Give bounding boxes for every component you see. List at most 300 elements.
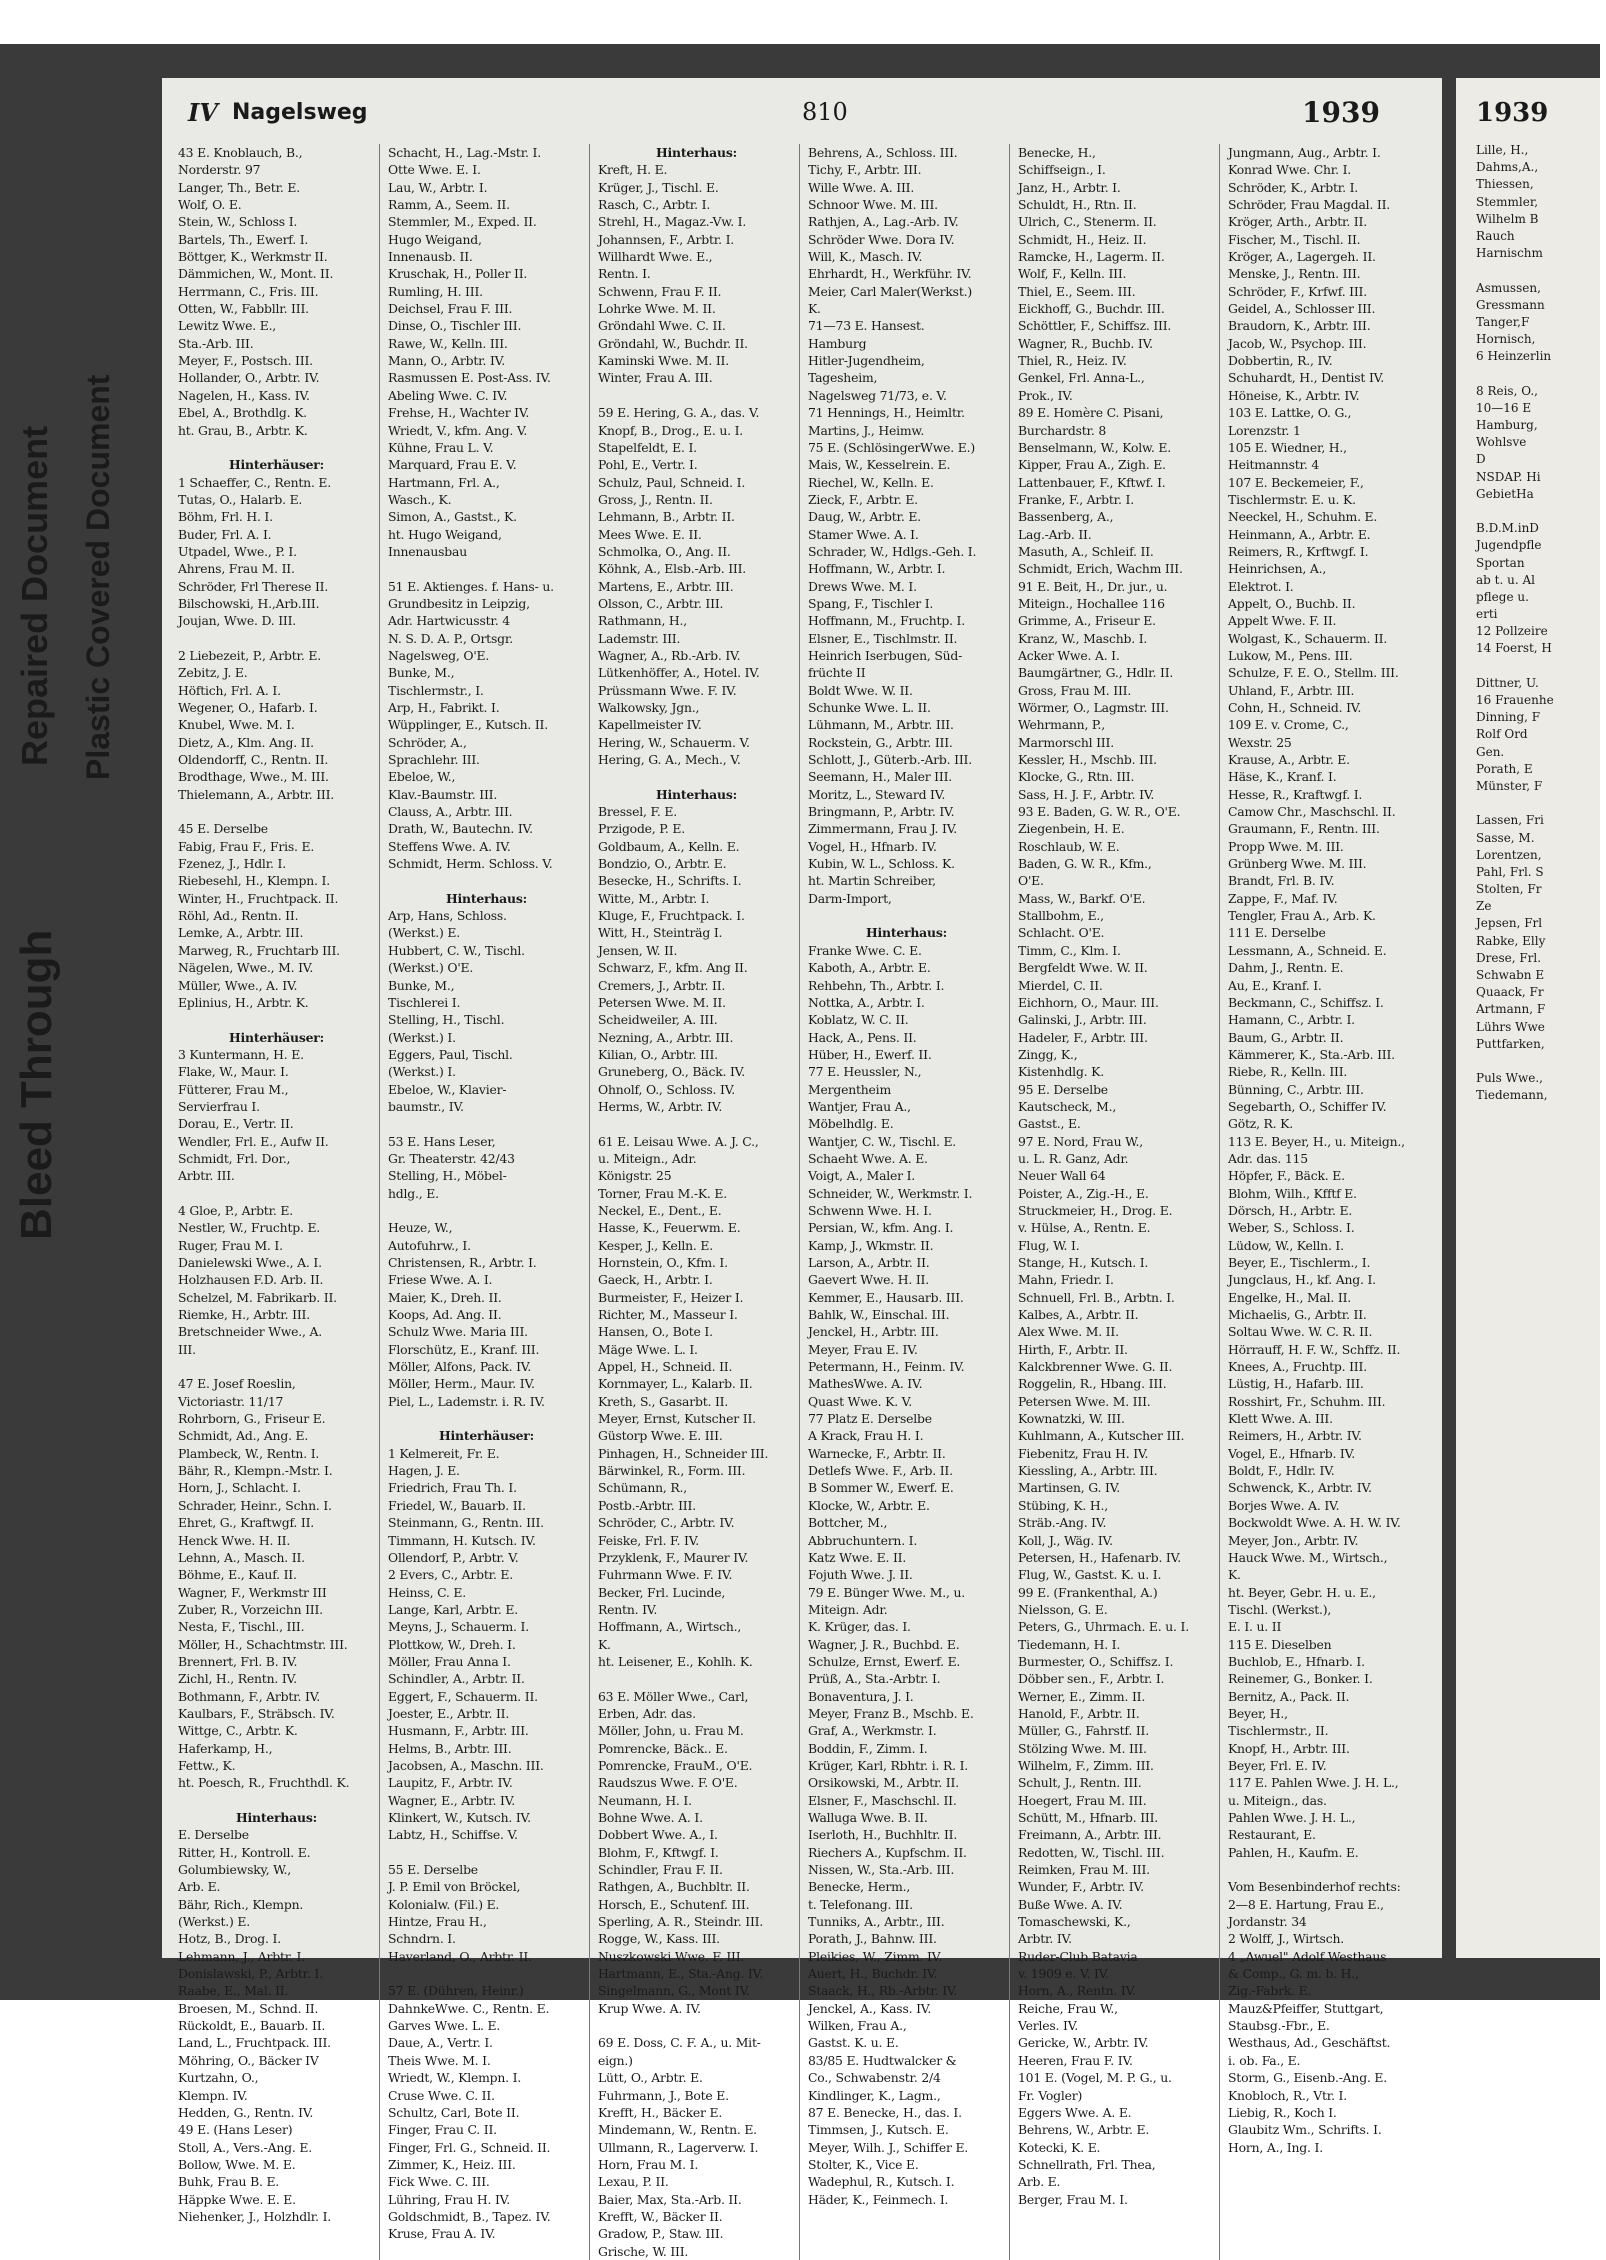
directory-column-5	[1014, 144, 1220, 2260]
directory-entry: J. P. Emil von Bröckel,	[388, 1879, 521, 1895]
adjacent-page-line: Tiedemann,	[1476, 1088, 1548, 1103]
directory-entry: Prok., IV.	[1018, 387, 1073, 403]
directory-entry: Stange, H., Kutsch. I.	[1018, 1255, 1149, 1270]
directory-entry: Eggers, Paul, Tischl.	[388, 1046, 513, 1062]
directory-entry: Gruneberg, O., Bäck. IV.	[598, 1064, 745, 1080]
directory-entry: Kaulbars, F., Sträbsch. IV.	[178, 1705, 335, 1721]
directory-entry: Struckmeier, H., Drog. E.	[1018, 1202, 1173, 1218]
directory-entry: Postb.-Arbtr. III.	[598, 1497, 696, 1513]
directory-entry: Tengler, Frau A., Arb. K.	[1228, 908, 1376, 924]
bleed-through-label: Bleed Through	[12, 929, 61, 1240]
directory-entry	[178, 1358, 375, 1375]
directory-entry: Fettw., K.	[178, 1757, 236, 1773]
directory-entry: Olsson, C., Arbtr. III.	[598, 595, 724, 611]
directory-entry: Röhl, Ad., Rentn. II.	[178, 908, 299, 924]
directory-entry: Hörrauff, H. F. W., Schffz. II.	[1228, 1341, 1401, 1357]
directory-entry: Feiske, Frl. F. IV.	[598, 1532, 700, 1548]
directory-entry: Pohl, E., Vertr. I.	[598, 457, 698, 473]
directory-entry	[598, 387, 795, 404]
directory-entry: Müller, G., Fahrstf. II.	[1018, 1723, 1149, 1739]
section-heading: Hinterhäuser:	[229, 1029, 324, 1045]
directory-entry: Staack, H., Rb.-Arbtr. IV.	[808, 1983, 958, 1999]
directory-entry: Reiche, Frau W.,	[1018, 2000, 1118, 2016]
directory-entry: Marweg, R., Fruchtarb III.	[178, 942, 340, 958]
directory-entry: Niehenker, J., Holzhdlr. I.	[178, 2208, 332, 2224]
directory-entry: Müller, Wwe., A. IV.	[178, 977, 298, 993]
directory-entry: Lemke, A., Arbtr. III.	[178, 925, 304, 941]
directory-entry: Oldendorff, C., Rentn. II.	[178, 752, 329, 768]
directory-entry: Westhaus, Ad., Geschäftst.	[1228, 2035, 1391, 2051]
directory-entry: Arbtr. III.	[178, 1168, 235, 1184]
directory-entry: Höftich, Frl. A. I.	[178, 682, 281, 698]
adjacent-page-line: Lührs Wwe	[1476, 1019, 1545, 1034]
directory-entry: hdlg., E.	[388, 1185, 439, 1201]
directory-entry	[598, 768, 795, 785]
adjacent-page-line: Rabke, Elly	[1476, 933, 1546, 948]
directory-entry: Neckel, E., Dent., E.	[598, 1202, 722, 1218]
directory-entry: Schmolka, O., Ang. II.	[598, 543, 731, 559]
directory-entry: Przigode, P. E.	[598, 821, 685, 837]
directory-entry: Hoffmann, A., Wirtsch.,	[598, 1619, 742, 1635]
adjacent-page-line: Sportan	[1476, 555, 1525, 570]
directory-entry: Bilschowski, H.,Arb.III.	[178, 595, 320, 611]
directory-entry: Grische, W. III.	[598, 2243, 689, 2259]
directory-entry: Rockstein, G., Arbtr. III.	[808, 734, 953, 750]
directory-entry: Martins, J., Heimw.	[808, 422, 925, 438]
directory-entry: Galinski, J., Arbtr. III.	[1018, 1012, 1147, 1028]
directory-entry: Schulz Wwe. Maria III.	[388, 1324, 528, 1340]
directory-entry: Schümann, R.,	[598, 1480, 687, 1496]
directory-entry: Klett Wwe. A. III.	[1228, 1411, 1333, 1427]
directory-entry: Torner, Frau M.-K. E.	[598, 1185, 727, 1201]
directory-entry: III.	[178, 1341, 196, 1357]
directory-entry	[598, 1670, 795, 1687]
directory-entry: Rasmussen E. Post-Ass. IV.	[388, 370, 551, 386]
directory-entry: 59 E. Hering, G. A., das. V.	[598, 405, 760, 421]
directory-entry: Walluga Wwe. B. II.	[808, 1810, 928, 1825]
directory-entry: Fiebenitz, Frau H. IV.	[1018, 1445, 1149, 1461]
directory-entry: Seemann, H., Maler III.	[808, 769, 953, 785]
directory-entry: Norderstr. 97	[178, 162, 261, 178]
directory-entry: Bottcher, M.,	[808, 1515, 888, 1531]
directory-entry: Arp, H., Fabrikt. I.	[388, 700, 500, 715]
directory-entry: Geidel, A., Schlosser III.	[1228, 301, 1376, 317]
directory-entry: Adr. das. 115	[1228, 1150, 1308, 1166]
directory-entry: Schütt, M., Hfnarb. III.	[1018, 1810, 1159, 1825]
directory-entry: Ullmann, R., Lagerverw. I.	[598, 2139, 759, 2155]
directory-entry: Bressel, F. E.	[598, 804, 677, 820]
directory-entry: Tischlermstr., II.	[1228, 1723, 1329, 1739]
directory-entry: Darm-Import,	[808, 890, 892, 906]
adjacent-page-line	[1476, 795, 1606, 812]
directory-entry: Eplinius, H., Arbtr. K.	[178, 994, 309, 1010]
directory-entry: Blohm, Wilh., Kfftf E.	[1228, 1185, 1357, 1201]
directory-entry: Konrad Wwe. Chr. I.	[1228, 162, 1352, 178]
directory-entry: Nissen, W., Sta.-Arb. III.	[808, 1862, 955, 1878]
directory-entry: Heinmann, A., Arbtr. E.	[1228, 526, 1371, 542]
directory-entry: Eggers Wwe. A. E.	[1018, 2104, 1132, 2120]
adjacent-page-line: 12 Pollzeire	[1476, 624, 1548, 639]
directory-entry: Hesse, R., Kraftwgf. I.	[1228, 786, 1363, 802]
directory-entry: Schmidt, Erich, Wachm III.	[1018, 561, 1183, 577]
directory-entry: Timm, C., Klm. I.	[1018, 942, 1121, 958]
directory-entry: Riechers A., Kupfschm. II.	[808, 1844, 967, 1860]
directory-entry: Bockwoldt Wwe. A. H. W. IV.	[1228, 1515, 1401, 1531]
directory-entry: Eickhoff, G., Buchdr. III.	[1018, 301, 1165, 317]
adjacent-page-line: Lassen, Fri	[1476, 813, 1544, 828]
directory-entry: ht. Leisener, E., Kohlh. K.	[598, 1653, 753, 1669]
directory-entry: Dahm, J., Rentn. E.	[1228, 960, 1344, 976]
directory-entry: Wagner, R., Buchb. IV.	[1018, 335, 1153, 351]
adjacent-page-line: 16 Frauenhe	[1476, 693, 1554, 707]
directory-entry: Lütkenhöffer, A., Hotel. IV.	[598, 665, 760, 681]
directory-entry: Johannsen, F., Arbtr. I.	[598, 231, 735, 247]
directory-entry: Kapellmeister IV.	[598, 717, 702, 733]
section-heading: Hinterhaus:	[656, 145, 737, 160]
directory-entry: Meyer, Jon., Arbtr. IV.	[1228, 1532, 1359, 1548]
directory-entry: Schaeht Wwe. A. E.	[808, 1150, 928, 1166]
directory-entry: Lorenzstr. 1	[1228, 422, 1301, 438]
directory-entry: Baumgärtner, G., Hdlr. II.	[1018, 665, 1174, 681]
directory-entry: N. S. D. A. P., Ortsgr.	[388, 630, 513, 646]
directory-entry: Fojuth Wwe. J. II.	[808, 1567, 913, 1583]
directory-entry: Vogel, H., Hfnarb. IV.	[808, 838, 937, 854]
directory-entry: Kluge, F., Fruchtpack. I.	[598, 908, 745, 924]
directory-entry: A Krack, Frau H. I.	[808, 1428, 924, 1444]
directory-entry: Ebel, A., Brothdlg. K.	[178, 405, 307, 421]
directory-entry: Hamann, C., Arbtr. I.	[1228, 1012, 1355, 1028]
directory-entry: Meyer, Franz B., Mschb. E.	[808, 1705, 974, 1721]
directory-entry: Bärwinkel, R., Form. III.	[598, 1463, 746, 1479]
adjacent-page-line: GebietHa	[1476, 486, 1534, 501]
directory-entry: Kranz, W., Maschb. I.	[1018, 630, 1148, 646]
directory-entry: Bahlk, W., Einschal. III.	[808, 1307, 950, 1323]
directory-entry: Schröder, A.,	[388, 734, 467, 750]
directory-entry: 61 E. Leisau Wwe. A. J. C.,	[598, 1133, 759, 1149]
directory-entry: 99 E. (Frankenthal, A.)	[1018, 1584, 1158, 1600]
directory-entry: Innenausb. II.	[388, 249, 473, 265]
directory-entry: Nottka, A., Arbtr. I.	[808, 994, 925, 1010]
directory-entry: 63 E. Möller Wwe., Carl,	[598, 1688, 749, 1704]
directory-entry: Richter, M., Masseur I.	[598, 1307, 738, 1323]
directory-entry: Schnuell, Frl. B., Arbtn. I.	[1018, 1289, 1175, 1305]
directory-entry: Schelzel, M. Fabrikarb. II.	[178, 1289, 337, 1305]
directory-entry: Häse, K., Kranf. I.	[1228, 769, 1337, 785]
directory-entry: Jungclaus, H., kf. Ang. I.	[1228, 1272, 1376, 1288]
directory-entry: 79 E. Bünger Wwe. M., u.	[808, 1584, 965, 1600]
directory-entry: Wehrmann, P.,	[1018, 717, 1106, 733]
adjacent-page-lines	[1476, 142, 1606, 1105]
directory-entry: Borjes Wwe. A. IV.	[1228, 1497, 1340, 1513]
directory-entry: Riemke, H., Arbtr. III.	[178, 1307, 310, 1323]
directory-entry: Lattenbauer, F., Kftwf. I.	[1018, 474, 1166, 490]
directory-entry: Bollow, Wwe. M. E.	[178, 2156, 296, 2172]
directory-entry: Otten, W., Fabbllr. III.	[178, 301, 309, 317]
directory-entry: Hoffmann, M., Fruchtp. I.	[808, 613, 965, 629]
directory-entry: (Werkst.) E.	[178, 1914, 250, 1930]
directory-entry: Cohn, H., Schneid. IV.	[1228, 700, 1362, 715]
directory-entry: Burmester, O., Schiffsz. I.	[1018, 1653, 1174, 1669]
directory-entry: Co., Schwabenstr. 2/4	[808, 2070, 941, 2086]
directory-entry: Kalbes, A., Arbtr. II.	[1018, 1307, 1139, 1323]
directory-entry: Kornmayer, L., Kalarb. II.	[598, 1376, 753, 1392]
directory-entry: Rentn. I.	[598, 266, 651, 282]
directory-entry: Klocke, W., Arbtr. E.	[808, 1497, 930, 1513]
directory-entry: Lohrke Wwe. M. II.	[598, 301, 716, 317]
directory-entry: Königstr. 25	[598, 1168, 672, 1184]
directory-entry: Ruger, Frau M. I.	[178, 1237, 283, 1253]
directory-entry: Zappe, F., Maf. IV.	[1228, 890, 1338, 906]
directory-entry: Gradow, P., Staw. III.	[598, 2226, 724, 2242]
directory-entry: Wagner, E., Arbtr. IV.	[388, 1792, 516, 1808]
directory-entry: Fuhrmann Wwe. F. IV.	[598, 1567, 733, 1583]
directory-entry: Möller, Herm., Maur. IV.	[388, 1376, 535, 1392]
directory-entry: Abbruchuntern. I.	[808, 1532, 918, 1548]
directory-entry: Sperling, A. R., Steindr. III.	[598, 1914, 764, 1930]
directory-entry: Langer, Th., Betr. E.	[178, 179, 300, 195]
directory-entry: (Werkst.) O'E.	[388, 960, 474, 976]
directory-entry: Abeling Wwe. C. IV.	[388, 387, 508, 403]
directory-entry: 45 E. Derselbe	[178, 821, 268, 837]
directory-entry: Hintze, Frau H.,	[388, 1914, 487, 1930]
adjacent-page-line: Ze	[1476, 899, 1492, 914]
directory-entry: Stamer Wwe. A. I.	[808, 526, 919, 542]
directory-entry: Bähr, R., Klempn.-Mstr. I.	[178, 1463, 333, 1479]
directory-entry: Kubin, W. L., Schloss. K.	[808, 856, 955, 872]
directory-entry: Möbelhdlg. E.	[808, 1116, 894, 1132]
directory-entry	[388, 1202, 585, 1219]
directory-entry: Elsner, F., Maschschl. II.	[808, 1792, 957, 1808]
directory-entry: Wolf, F., Kelln. III.	[1018, 266, 1127, 282]
directory-entry: u. L. R. Ganz, Adr.	[1018, 1150, 1129, 1166]
directory-entry: Elektrot. I.	[1228, 578, 1294, 594]
directory-entry: Tunniks, A., Arbtr., III.	[808, 1914, 945, 1930]
directory-entry: Möhring, O., Bäcker IV	[178, 2052, 319, 2068]
directory-entry: Zebitz, J. E.	[178, 665, 248, 681]
directory-entry: v. 1909 e. V. IV.	[1018, 1966, 1109, 1982]
directory-entry: Nagelsweg, O'E.	[388, 647, 490, 663]
directory-entry: Horsch, E., Schutenf. III.	[598, 1896, 750, 1912]
directory-entry: ht. Hugo Weigand,	[388, 526, 502, 542]
directory-entry: Knubel, Wwe. M. I.	[178, 717, 295, 733]
directory-entry: Dorau, E., Vertr. II.	[178, 1116, 294, 1132]
directory-entry: Hoffmann, W., Arbtr. I.	[808, 561, 946, 577]
directory-entry: Kolonialw. (Fil.) E.	[388, 1896, 500, 1912]
directory-entry: Schröder, Frl Therese II.	[178, 578, 329, 594]
directory-entry: Baier, Max, Sta.-Arb. II.	[598, 2191, 742, 2207]
directory-entry: Schndrn. I.	[388, 1931, 456, 1947]
directory-entry: Knees, A., Fruchtp. III.	[1228, 1359, 1367, 1375]
directory-entry: Henck Wwe. H. II.	[178, 1532, 291, 1548]
directory-entry: Petersen, H., Hafenarb. IV.	[1018, 1549, 1181, 1565]
directory-entry: Ziegenbein, H. E.	[1018, 821, 1125, 837]
directory-entry: Kessler, H., Mschb. III.	[1018, 752, 1157, 768]
directory-entry: Fick Wwe. C. III.	[388, 2174, 490, 2190]
directory-entry: Meyer, Ernst, Kutscher II.	[598, 1411, 756, 1427]
directory-entry: 109 E. v. Crome, C.,	[1228, 717, 1349, 733]
side-label-plastic	[80, 375, 117, 780]
directory-entry: Mauz&Pfeiffer, Stuttgart,	[1228, 2000, 1384, 2016]
directory-entry: Broesen, M., Schnd. II.	[178, 2000, 319, 2016]
directory-entry: Pinhagen, H., Schneider III.	[598, 1445, 769, 1461]
directory-entry: Witt, H., Steinträg I.	[598, 925, 723, 941]
directory-entry: Wantjer, C. W., Tischl. E.	[808, 1133, 957, 1149]
directory-entry: Wriedt, V., kfm. Ang. V.	[388, 422, 528, 438]
directory-entry: Mergentheim	[808, 1081, 891, 1097]
directory-entry: Joujan, Wwe. D. III.	[178, 613, 297, 629]
directory-entry: Möller, H., Schachtmstr. III.	[178, 1636, 348, 1652]
directory-entry: Roggelin, R., Hbang. III.	[1018, 1376, 1167, 1392]
directory-entry: B Sommer W., Ewerf. E.	[808, 1480, 954, 1496]
directory-entry	[388, 1965, 585, 1982]
directory-entry: Kaminski Wwe. M. II.	[598, 353, 729, 369]
directory-entry: K.	[808, 301, 821, 317]
directory-entry: Holzhausen F.D. Arb. II.	[178, 1272, 324, 1288]
directory-entry: Schröder, Frau Magdal. II.	[1228, 197, 1391, 213]
directory-entry: Wasch., K.	[388, 491, 452, 507]
directory-entry: Masuth, A., Schleif. II.	[1018, 543, 1154, 559]
directory-entry: 3 Kuntermann, H. E.	[178, 1046, 304, 1062]
adjacent-page-line: 6 Heinzerlin	[1476, 349, 1552, 364]
directory-entry: Fabig, Frau F., Fris. E.	[178, 838, 315, 854]
directory-entry: Bonaventura, J. I.	[808, 1688, 914, 1704]
directory-entry: Fütterer, Frau M.,	[178, 1081, 289, 1097]
directory-entry: 105 E. Wiedner, H.,	[1228, 439, 1347, 455]
directory-entry: Winter, H., Fruchtpack. II.	[178, 890, 339, 906]
directory-entry: Häder, K., Feinmech. I.	[808, 2191, 949, 2207]
directory-entry: Petermann, H., Feinm. IV.	[808, 1359, 965, 1375]
directory-entry: Schulze, F. E. O., Stellm. III.	[1228, 665, 1399, 681]
directory-entry: Propp Wwe. M. III.	[1228, 838, 1344, 854]
directory-entry: Rosshirt, Fr., Schuhm. III.	[1228, 1393, 1386, 1409]
directory-entry: Clauss, A., Arbtr. III.	[388, 804, 513, 820]
directory-entry: Prüssmann Wwe. F. IV.	[598, 682, 737, 698]
directory-entry: Quast Wwe. K. V.	[808, 1393, 913, 1409]
directory-entry: 57 E. (Dühren, Heinr.)	[388, 1983, 524, 1999]
directory-entry: Stelling, H., Möbel-	[388, 1168, 507, 1184]
directory-entry: 2 Wolff, J., Wirtsch.	[1228, 1931, 1344, 1947]
page-number: 810	[802, 98, 848, 126]
directory-entry: Kamp, J., Wkmstr. II.	[808, 1237, 934, 1253]
directory-entry: Wexstr. 25	[1228, 734, 1292, 750]
directory-entry: Heitmannstr. 4	[1228, 457, 1320, 473]
directory-entry: Herms, W., Arbtr. IV.	[598, 1098, 723, 1114]
directory-entry: Mees Wwe. E. II.	[598, 526, 702, 542]
directory-entry: Servierfrau I.	[178, 1098, 260, 1114]
directory-entry: Behrens, W., Arbtr. E.	[1018, 2122, 1150, 2138]
directory-entry: Beckmann, C., Schiffsz. I.	[1228, 994, 1384, 1010]
directory-entry: 69 E. Doss, C. F. A., u. Mit-	[598, 2035, 761, 2051]
directory-entry: 51 E. Aktienges. f. Hans- u.	[388, 578, 554, 594]
directory-entry: Knobloch, R., Vtr. I.	[1228, 2087, 1347, 2103]
adjacent-page-line: erti	[1476, 607, 1498, 622]
directory-entry: Krüger, Karl, Rbhtr. i. R. I.	[808, 1757, 969, 1773]
directory-entry: Singelmann, G., Mont IV.	[598, 1983, 750, 1999]
directory-entry: Kreth, S., Gasarbt. II.	[598, 1393, 729, 1409]
directory-entry: Hedden, G., Rentn. IV.	[178, 2104, 314, 2120]
directory-entry: Auert, H., Buchdr. IV.	[808, 1966, 938, 1982]
street-name: Nagelsweg	[232, 100, 368, 125]
directory-entry: Benecke, H.,	[1018, 145, 1096, 160]
directory-entry: Bohne Wwe. A. I.	[598, 1810, 703, 1825]
directory-entry: Bassenberg, A.,	[1018, 509, 1114, 525]
directory-entry	[388, 1844, 585, 1861]
directory-entry: eign.)	[598, 2052, 633, 2068]
directory-entry: Kiessling, A., Arbtr. III.	[1018, 1463, 1158, 1479]
directory-entry: 47 E. Josef Roeslin,	[178, 1376, 296, 1392]
directory-entry: Meier, Carl Maler(Werkst.)	[808, 283, 972, 299]
directory-entry: Stemmler, M., Exped. II.	[388, 214, 537, 230]
directory-entry: Wunder, F., Arbtr. IV.	[1018, 1879, 1144, 1895]
directory-entry: Tischlermstr. E. u. K.	[1228, 491, 1356, 507]
directory-entry: Riebe, R., Kelln. III.	[1228, 1064, 1348, 1080]
directory-entry: Beyer, E., Tischlerm., I.	[1228, 1255, 1371, 1270]
directory-entry: Lehmann, B., Arbtr. II.	[598, 509, 735, 525]
directory-page	[162, 78, 1442, 2259]
adjacent-page-line: Quaack, Fr	[1476, 985, 1544, 1000]
directory-entry: Bunke, M.,	[388, 665, 455, 681]
directory-entry: Wilhelm, F., Zimm. III.	[1018, 1757, 1154, 1773]
directory-entry: Kautscheck, M.,	[1018, 1098, 1117, 1114]
directory-entry: Zieck, F., Arbtr. E.	[808, 491, 918, 507]
directory-entry: Genkel, Frl. Anna-L.,	[1018, 370, 1145, 386]
directory-entry: Wegener, O., Hafarb. I.	[178, 700, 318, 715]
directory-entry: Walkowsky, Jgn.,	[598, 700, 700, 715]
directory-entry: Klav.-Baumstr. III.	[388, 786, 498, 802]
directory-entry: Appelt, O., Buchb. II.	[1228, 595, 1356, 611]
directory-column-1	[174, 144, 380, 2260]
directory-entry: Brennert, Frl. B. IV.	[178, 1653, 298, 1669]
directory-entry: Hubbert, C. W., Tischl.	[388, 942, 525, 958]
directory-entry: Schöttler, F., Schiffsz. III.	[1018, 318, 1172, 334]
directory-entry: Alex Wwe. M. II.	[1018, 1324, 1119, 1340]
directory-entry: Benselmann, W., Kolw. E.	[1018, 439, 1171, 455]
adjacent-page-line: Rolf Ord	[1476, 727, 1528, 742]
directory-entry: Bringmann, P., Arbtr. IV.	[808, 804, 955, 820]
directory-entry: Pomrencke, Bäck.. E.	[598, 1740, 728, 1756]
directory-entry: Persian, W., kfm. Ang. I.	[808, 1220, 954, 1236]
directory-entry: 77 E. Heussler, N.,	[808, 1064, 922, 1080]
adjacent-page-line	[1476, 503, 1606, 520]
adjacent-page-line: Asmussen,	[1476, 280, 1541, 295]
directory-entry: Krefft, H., Bäcker E.	[598, 2104, 723, 2120]
directory-entry: Plottkow, W., Dreh. I.	[388, 1636, 516, 1652]
directory-entry: Bunke, M.,	[388, 977, 455, 993]
directory-entry: Wörmer, O., Lagmstr. III.	[1018, 700, 1169, 715]
directory-entry: Kilian, O., Arbtr. III.	[598, 1046, 718, 1062]
directory-entry: Rawe, W., Kelln. III.	[388, 335, 508, 351]
directory-entry: Poister, A., Zig.-H., E.	[1018, 1185, 1149, 1201]
adjacent-page-line: Sasse, M.	[1476, 830, 1535, 845]
directory-entry: Schlacht. O'E.	[1018, 925, 1105, 941]
directory-entry: Wilken, Frau A.,	[808, 2018, 907, 2034]
year-label: 1939	[1302, 96, 1380, 129]
directory-entry: Prüß, A., Sta.-Arbtr. I.	[808, 1671, 941, 1687]
adjacent-year-label: 1939	[1476, 98, 1549, 128]
directory-entry: Raudszus Wwe. F. O'E.	[598, 1775, 738, 1791]
directory-entry: Freimann, A., Arbtr. III.	[1018, 1827, 1162, 1843]
directory-entry: 2 Liebezeit, P., Arbtr. E.	[178, 647, 321, 663]
directory-entry: ht. Beyer, Gebr. H. u. E.,	[1228, 1584, 1376, 1600]
section-heading: Hinterhaus:	[866, 925, 947, 941]
directory-entry: Ramcke, H., Lagerm. II.	[1018, 249, 1165, 265]
directory-entry: Otte Wwe. E. I.	[388, 162, 481, 178]
adjacent-page-line: Porath, E	[1476, 761, 1533, 776]
directory-entry: Thiel, R., Heiz. IV.	[1018, 353, 1127, 369]
directory-entry: Ollendorf, P., Arbtr. V.	[388, 1549, 519, 1565]
directory-entry: ht. Poesch, R., Fruchthdl. K.	[178, 1775, 350, 1791]
directory-entry: Theis Wwe. M. I.	[388, 2052, 491, 2068]
